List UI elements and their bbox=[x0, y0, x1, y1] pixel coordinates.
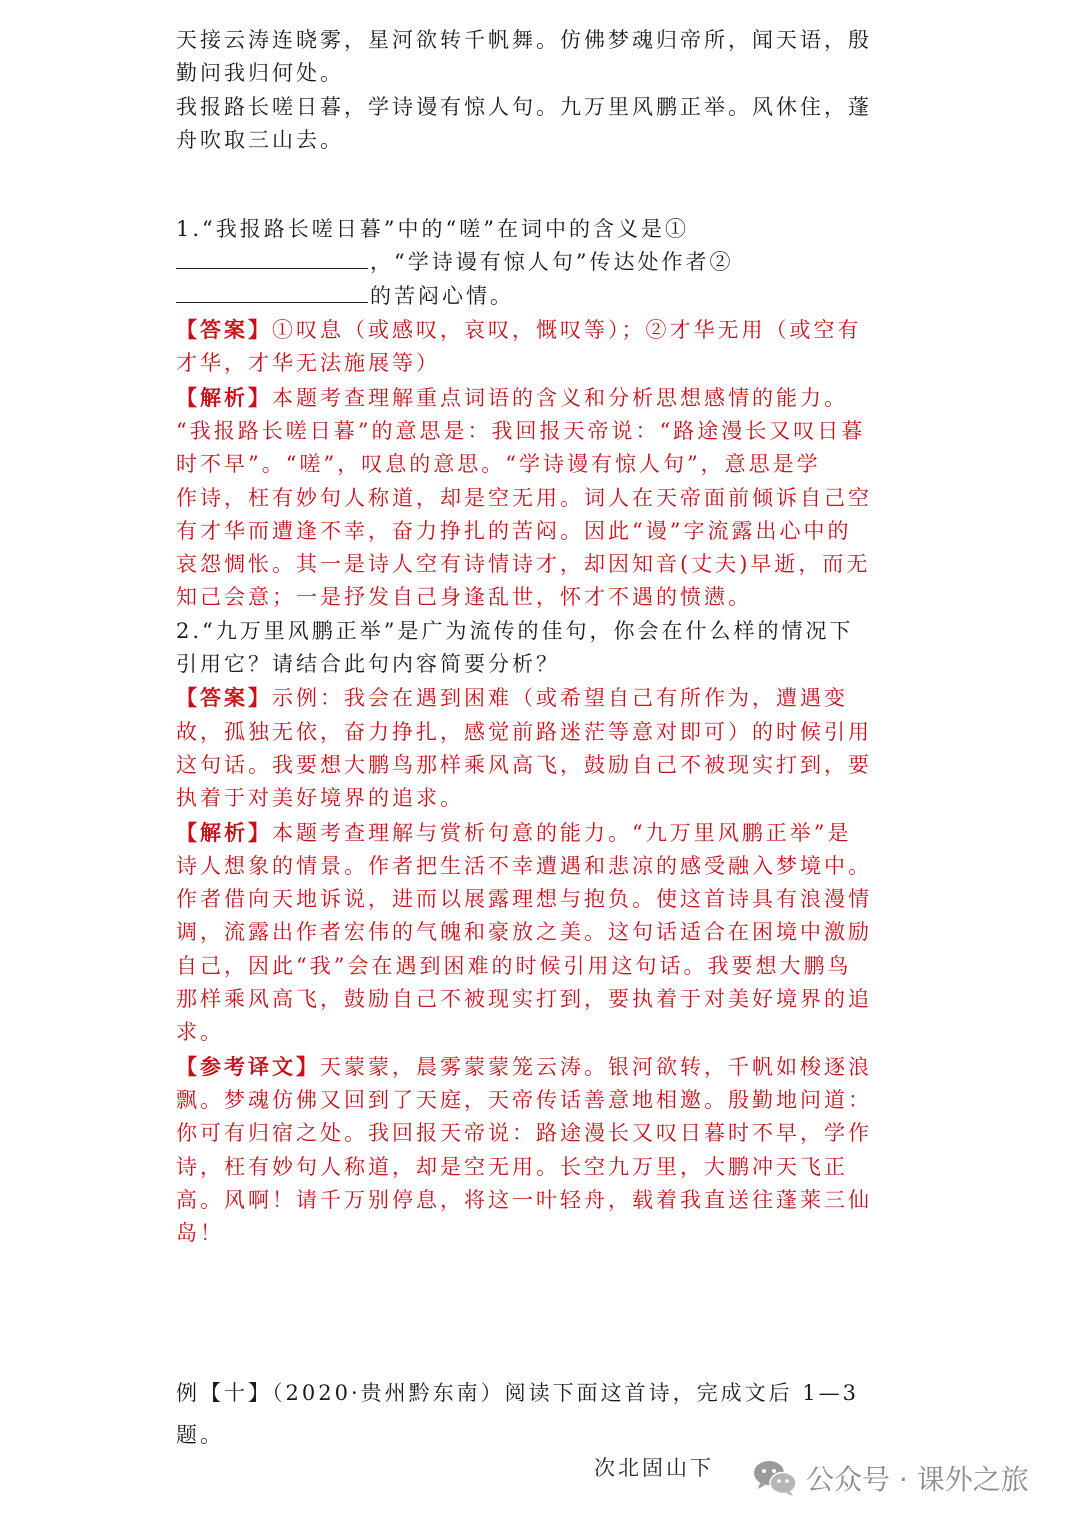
q1-analysis-line: “我报路长嗟日暮”的意思是：我回报天帝说：“路途漫长又叹日暮 bbox=[176, 418, 866, 443]
q1-analysis-line: 哀怨惆怅。其一是诗人空有诗情诗才，却因知音(丈夫)早逝，而无 bbox=[176, 552, 871, 577]
translation-line: 诗，枉有妙句人称道，却是空无用。长空九万里，大鹏冲天飞正 bbox=[176, 1154, 848, 1179]
poem-line: 天接云涛连晓雾，星河欲转千帆舞。仿佛梦魂归帝所，闻天语，殷 bbox=[176, 28, 872, 52]
q2-analysis-line: 求。 bbox=[176, 1020, 224, 1045]
translation-tag: 【参考译文】 bbox=[176, 1053, 320, 1079]
answer-blank bbox=[176, 280, 368, 303]
answer-blank bbox=[176, 246, 368, 269]
q2-analysis-line: 作者借向天地诉说，进而以展露理想与抱负。使这首诗具有浪漫情 bbox=[176, 887, 872, 912]
poem-line: 勤问我归何处。 bbox=[176, 61, 344, 86]
analysis-text: 本题考查理解重点词语的含义和分析思想感情的能力。 bbox=[272, 385, 848, 410]
q2-analysis bbox=[176, 816, 892, 850]
watermark bbox=[752, 1458, 1029, 1498]
question-1-line: 1.“我报路长嗟日暮”中的“嗟”在词中的含义是① bbox=[176, 217, 689, 242]
translation bbox=[176, 1050, 892, 1084]
wechat-icon bbox=[752, 1458, 798, 1498]
q2-analysis-line: 那样乘风高飞，鼓励自己不被现实打到，要执着于对美好境界的追 bbox=[176, 987, 872, 1012]
analysis-tag: 【解析】 bbox=[176, 384, 272, 410]
analysis-tag: 【解析】 bbox=[176, 819, 272, 845]
example-line: 题。 bbox=[176, 1423, 224, 1447]
question-1-line bbox=[176, 246, 892, 279]
answer-text: ①叹息（或感叹，哀叹，慨叹等）；②才华无用（或空有 bbox=[272, 318, 862, 343]
q1-analysis-line: 时不早”。“嗟”，叹息的意思。“学诗谩有惊人句”，意思是学 bbox=[176, 452, 821, 477]
translation-line: 飘。梦魂仿佛又回到了天庭，天帝传话善意地相邀。殷勤地问道： bbox=[176, 1087, 872, 1112]
translation-line: 你可有归宿之处。我回报天帝说：路途漫长又叹日暮时不早，学作 bbox=[176, 1121, 872, 1146]
translation-line: 岛！ bbox=[176, 1221, 224, 1246]
q1-answer bbox=[176, 313, 892, 347]
question-2-line: 2.“九万里风鹏正举”是广为流传的佳句，你会在什么样的情况下 bbox=[176, 618, 854, 643]
question-1-line bbox=[176, 280, 892, 313]
translation-text: 天蒙蒙，晨雾蒙蒙笼云涛。银河欲转，千帆如梭逐浪 bbox=[320, 1054, 872, 1079]
q2-analysis-line: 调，流露出作者宏伟的气魄和豪放之美。这句话适合在困境中激励 bbox=[176, 920, 872, 945]
example-heading bbox=[176, 1372, 892, 1456]
q2-answer-line: 这句话。我要想大鹏鸟那样乘风高飞，鼓励自己不被现实打到，要 bbox=[176, 752, 872, 777]
q1-analysis-line: 有才华而遭逢不幸，奋力挣扎的苦闷。因此“谩”字流露出心中的 bbox=[176, 518, 852, 543]
document-body bbox=[176, 24, 892, 1250]
answer-tag: 【答案】 bbox=[176, 685, 272, 711]
q2-answer-line: 故，孤独无依，奋力挣扎，感觉前路迷茫等意对即可）的时候引用 bbox=[176, 719, 872, 744]
q1-analysis-line: 作诗，枉有妙句人称道，却是空无用。词人在天帝面前倾诉自己空 bbox=[176, 485, 872, 510]
q1-analysis-line: 知己会意；一是抒发自己身逢乱世，怀才不遇的愤懑。 bbox=[176, 585, 752, 610]
example-line: 例【十】（2020·贵州黔东南）阅读下面这首诗，完成文后 1—3 bbox=[176, 1381, 860, 1405]
answer-text: 示例：我会在遇到困难（或希望自己有所作为，遭遇变 bbox=[272, 686, 848, 711]
q2-answer-line: 执着于对美好境界的追求。 bbox=[176, 786, 464, 811]
q2-analysis-line: 诗人想象的情景。作者把生活不幸遭遇和悲凉的感受融入梦境中。 bbox=[176, 853, 872, 878]
question-1-text: 的苦闷心情。 bbox=[370, 283, 514, 308]
poem-line: 我报路长嗟日暮，学诗谩有惊人句。九万里风鹏正举。风休住，蓬 bbox=[176, 94, 872, 119]
poem-line: 舟吹取三山去。 bbox=[176, 127, 344, 152]
q2-analysis-line: 自己，因此“我”会在遇到困难的时候引用这句话。我要想大鹏鸟 bbox=[176, 953, 852, 978]
watermark-text: 公众号 · 课外之旅 bbox=[806, 1463, 1029, 1496]
answer-tag: 【答案】 bbox=[176, 317, 272, 343]
q1-analysis bbox=[176, 381, 892, 415]
q1-answer-line: 才华，才华无法施展等） bbox=[176, 351, 440, 376]
analysis-text: 本题考查理解与赏析句意的能力。“九万里风鹏正举”是 bbox=[272, 820, 852, 845]
translation-line: 高。风啊！请千万别停息，将这一叶轻舟，载着我直送往蓬莱三仙 bbox=[176, 1187, 872, 1212]
poem-title: 次北固山下 bbox=[594, 1456, 714, 1480]
q2-answer bbox=[176, 681, 892, 715]
question-2-line: 引用它？请结合此句内容简要分析？ bbox=[176, 652, 560, 677]
question-1-text: ，“学诗谩有惊人句”传达处作者② bbox=[370, 250, 734, 275]
